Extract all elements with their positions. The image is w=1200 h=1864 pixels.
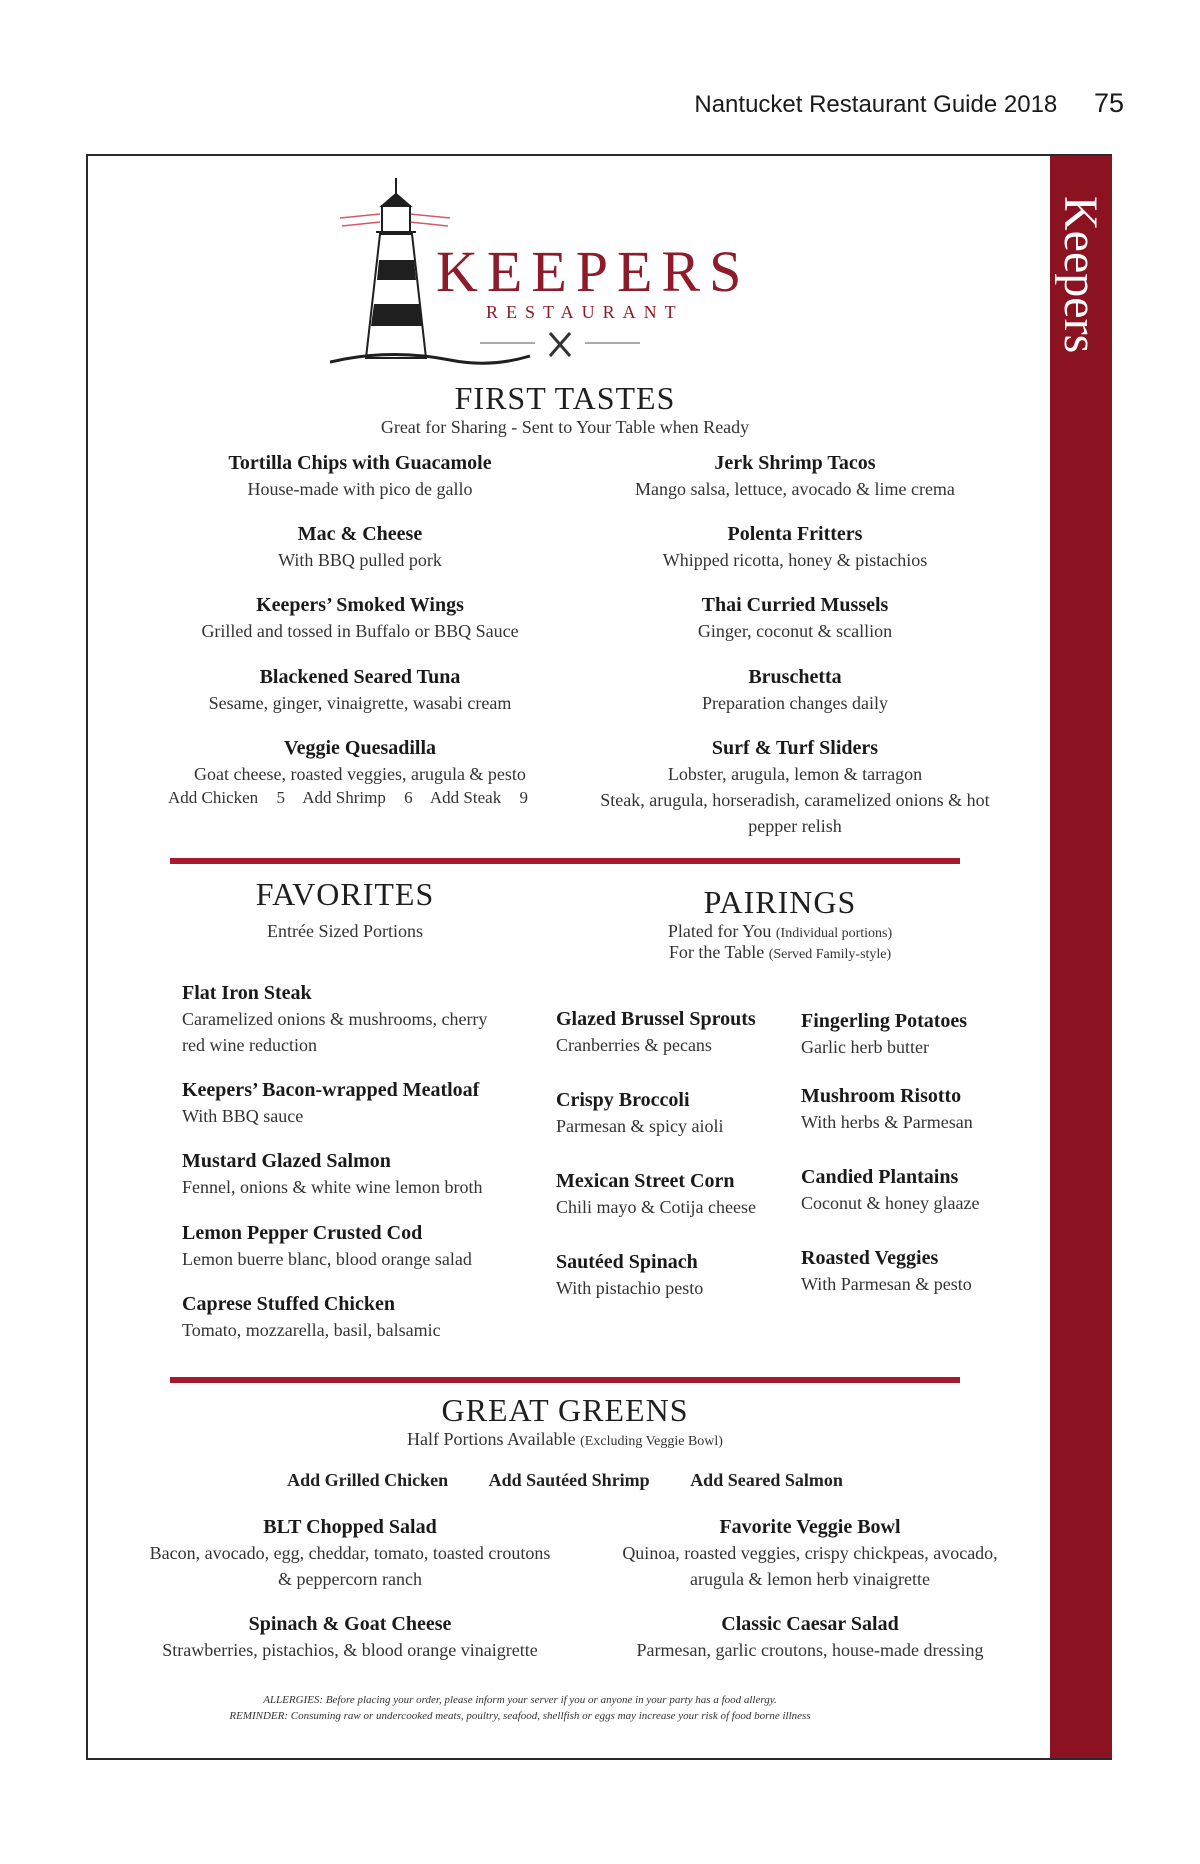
- item-name: Fingerling Potatoes: [801, 1010, 968, 1032]
- addon-price: 5: [276, 788, 285, 807]
- logo-wordmark: KEEPERS: [436, 239, 751, 304]
- list-item: [801, 1083, 1031, 1135]
- item-desc: Coconut & honey glaaze: [801, 1193, 980, 1213]
- item-name: Blackened Seared Tuna: [259, 666, 461, 688]
- item-desc: Parmesan & spicy aioli: [556, 1116, 724, 1136]
- first-tastes-subtitle: Great for Sharing - Sent to Your Table when Ready: [380, 417, 750, 437]
- page-header: [0, 88, 1124, 119]
- item-desc: Mango salsa, lettuce, avocado & lime crema: [635, 479, 955, 499]
- pairings-header: [560, 884, 1000, 963]
- item-name: Bruschetta: [748, 666, 842, 688]
- list-item: [120, 1514, 580, 1592]
- item-desc: Steak, arugula, horseradish, caramelized onions & hot: [600, 790, 990, 810]
- item-desc: arugula & lemon herb vinaigrette: [690, 1569, 930, 1589]
- favorites-header: [170, 876, 520, 942]
- item-desc: Fennel, onions & white wine lemon broth: [182, 1177, 483, 1197]
- item-desc: With Parmesan & pesto: [801, 1274, 972, 1294]
- item-name: BLT Chopped Salad: [263, 1516, 437, 1538]
- item-desc: Chili mayo & Cotija cheese: [556, 1197, 756, 1217]
- item-name: Mustard Glazed Salmon: [182, 1150, 391, 1172]
- great-greens-subtitle-row: [170, 1429, 960, 1450]
- list-item: [580, 450, 1010, 502]
- list-item: [182, 1077, 542, 1129]
- list-item: [580, 664, 1010, 716]
- section-divider: [170, 858, 960, 864]
- guide-title: Nantucket Restaurant Guide 2018: [694, 91, 1058, 118]
- item-name: Glazed Brussel Sprouts: [556, 1008, 756, 1030]
- reminder-line: REMINDER: Consuming raw or undercooked meats, poultry, seafood, shellfish or eggs may increase your risk of food borne illness: [229, 1710, 811, 1722]
- addon-label: Add Steak: [429, 788, 502, 807]
- item-name: Mexican Street Corn: [556, 1170, 735, 1192]
- addon-label: Add Grilled Chicken: [287, 1470, 449, 1490]
- item-desc: & peppercorn ranch: [278, 1569, 422, 1589]
- list-item: [580, 521, 1010, 573]
- item-name: Candied Plantains: [801, 1166, 959, 1188]
- item-desc: Tomato, mozzarella, basil, balsamic: [182, 1320, 441, 1340]
- item-desc: Garlic herb butter: [801, 1037, 929, 1057]
- item-name: Flat Iron Steak: [182, 982, 312, 1004]
- item-name: Thai Curried Mussels: [701, 594, 889, 616]
- list-item: [801, 1008, 1031, 1060]
- allergy-notice: [0, 1692, 1040, 1724]
- quesadilla-addons: [168, 788, 542, 808]
- item-name: Spinach & Goat Cheese: [248, 1613, 452, 1635]
- list-item: [150, 592, 570, 644]
- item-name: Crispy Broccoli: [556, 1089, 690, 1111]
- list-item: [590, 1514, 1030, 1592]
- pairings-line2: [560, 942, 1000, 963]
- item-desc: Cranberries & pecans: [556, 1035, 712, 1055]
- item-desc: Parmesan, garlic croutons, house-made dressing: [636, 1640, 984, 1660]
- list-item: [580, 735, 1010, 839]
- list-item: [801, 1245, 1031, 1297]
- item-desc: With BBQ sauce: [182, 1106, 304, 1126]
- item-desc: Ginger, coconut & scallion: [697, 621, 893, 641]
- section-divider: [170, 1377, 960, 1383]
- list-item: [182, 980, 542, 1058]
- pairings-line2-note: (Served Family-style): [768, 947, 892, 962]
- addon-label: Add Seared Salmon: [690, 1470, 843, 1490]
- great-greens-subtitle-note: (Excluding Veggie Bowl): [580, 1434, 723, 1449]
- item-desc: Caramelized onions & mushrooms, cherry: [182, 1009, 488, 1029]
- item-name: Mac & Cheese: [297, 523, 423, 545]
- list-item: [580, 592, 1010, 644]
- item-name: Mushroom Risotto: [801, 1085, 962, 1107]
- item-name: Veggie Quesadilla: [283, 737, 437, 759]
- item-name: Lemon Pepper Crusted Cod: [182, 1222, 423, 1244]
- item-name: Roasted Veggies: [801, 1247, 939, 1269]
- item-name: Classic Caesar Salad: [721, 1613, 899, 1635]
- addon-price: 9: [519, 788, 528, 807]
- item-name: Keepers’ Bacon-wrapped Meatloaf: [182, 1079, 480, 1101]
- pairings-title: PAIRINGS: [703, 884, 857, 920]
- allergy-line: ALLERGIES: Before placing your order, please inform your server if you or anyone in your party has a food allergy.: [263, 1694, 777, 1706]
- list-item: [182, 1220, 542, 1272]
- great-greens-subtitle: Half Portions Available: [407, 1429, 576, 1449]
- item-name: Favorite Veggie Bowl: [719, 1516, 901, 1538]
- item-desc: Quinoa, roasted veggies, crispy chickpeas, avocado,: [622, 1543, 998, 1563]
- first-tastes-title: FIRST TASTES: [454, 380, 676, 416]
- list-item: [556, 1168, 796, 1220]
- list-item: [150, 664, 570, 716]
- item-name: Polenta Fritters: [727, 523, 863, 545]
- item-desc: Strawberries, pistachios, & blood orange vinaigrette: [162, 1640, 538, 1660]
- list-item: [150, 521, 570, 573]
- list-item: [150, 735, 570, 787]
- list-item: [556, 1006, 796, 1058]
- list-item: [150, 450, 570, 502]
- logo-subtitle: RESTAURANT: [486, 302, 684, 322]
- page-number: 75: [1093, 88, 1124, 118]
- item-desc: With herbs & Parmesan: [801, 1112, 973, 1132]
- item-desc: Lemon buerre blanc, blood orange salad: [182, 1249, 472, 1269]
- item-desc: Grilled and tossed in Buffalo or BBQ Sauce: [201, 621, 519, 641]
- item-desc: Preparation changes daily: [702, 693, 888, 713]
- greens-addons: [170, 1470, 960, 1491]
- list-item: [801, 1164, 1031, 1216]
- item-name: Caprese Stuffed Chicken: [182, 1293, 395, 1315]
- list-item: [556, 1087, 796, 1139]
- item-desc: With BBQ pulled pork: [278, 550, 442, 570]
- first-tastes-header: [170, 380, 960, 438]
- addon-label: Add Chicken: [168, 788, 259, 807]
- item-desc: Goat cheese, roasted veggies, arugula & pesto: [194, 764, 526, 784]
- item-name: Sautéed Spinach: [556, 1251, 698, 1273]
- item-name: Keepers’ Smoked Wings: [256, 594, 464, 616]
- item-desc: House-made with pico de gallo: [247, 479, 473, 499]
- item-name: Tortilla Chips with Guacamole: [228, 452, 492, 474]
- item-desc: pepper relish: [748, 816, 842, 836]
- addon-label: Add Sautéed Shrimp: [488, 1470, 650, 1490]
- item-desc: red wine reduction: [182, 1035, 317, 1055]
- list-item: [590, 1611, 1030, 1663]
- item-desc: Bacon, avocado, egg, cheddar, tomato, toasted croutons: [149, 1543, 551, 1563]
- item-desc: Sesame, ginger, vinaigrette, wasabi cream: [208, 693, 512, 713]
- list-item: [182, 1148, 542, 1200]
- pairings-line1-text: Plated for You: [667, 921, 772, 941]
- list-item: [120, 1611, 580, 1663]
- list-item: [182, 1291, 542, 1343]
- pairings-line1-note: (Individual portions): [775, 926, 893, 941]
- great-greens-title: GREAT GREENS: [441, 1392, 689, 1428]
- addon-price: 6: [404, 788, 413, 807]
- item-name: Jerk Shrimp Tacos: [714, 452, 876, 474]
- item-desc: Whipped ricotta, honey & pistachios: [662, 550, 928, 570]
- addon-label: Add Shrimp: [302, 788, 386, 807]
- great-greens-header: [170, 1392, 960, 1450]
- pairings-line1: [560, 921, 1000, 942]
- pairings-line2-text: For the Table: [668, 942, 765, 962]
- favorites-subtitle: Entrée Sized Portions: [267, 921, 423, 941]
- item-name: Surf & Turf Sliders: [711, 737, 879, 759]
- favorites-title: FAVORITES: [255, 876, 435, 912]
- list-item: [556, 1249, 796, 1301]
- item-desc: With pistachio pesto: [556, 1278, 704, 1298]
- side-tab: [1050, 156, 1112, 1758]
- side-tab-label: Keepers: [1054, 196, 1107, 354]
- item-desc: Lobster, arugula, lemon & tarragon: [667, 764, 923, 784]
